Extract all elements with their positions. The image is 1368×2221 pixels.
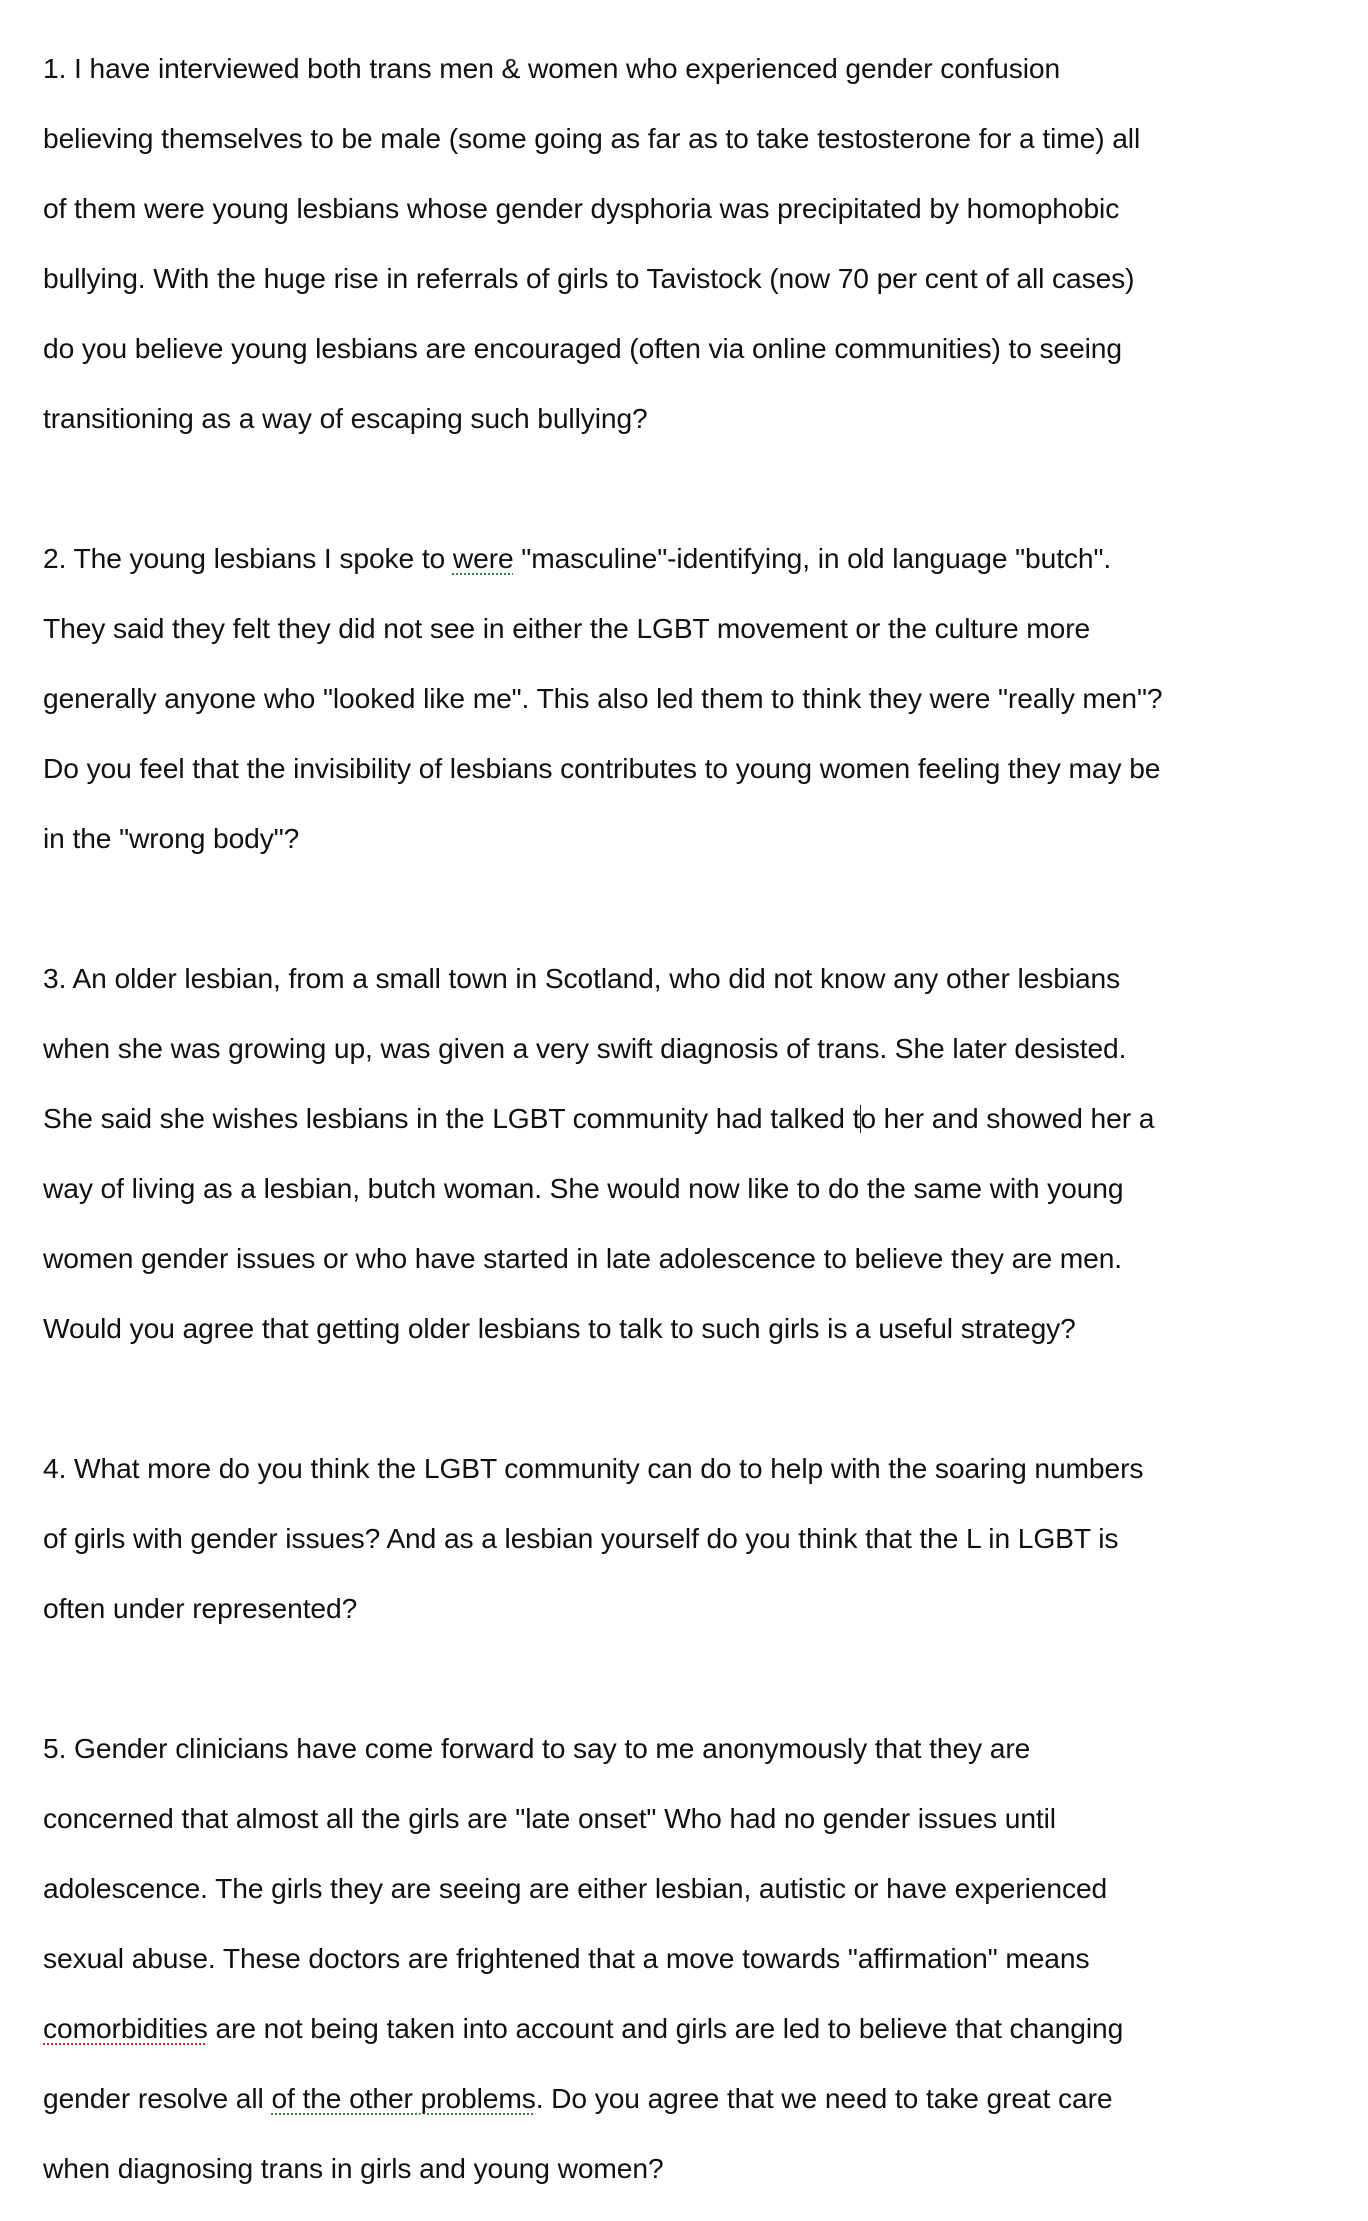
text-segment: 2. The young lesbians I spoke to — [43, 542, 453, 574]
text-line: of them were young lesbians whose gender dysphoria was precipitated by homophobic — [43, 192, 1120, 224]
text-line: 1. I have interviewed both trans men & women who experienced gender confusion — [43, 52, 1061, 84]
spelling-flagged-word[interactable]: comorbidities — [43, 2012, 208, 2044]
text-line: in the "wrong body"? — [43, 822, 300, 854]
question-1 — [43, 16, 1343, 471]
text-line: women gender issues or who have started in late adolescence to believe they are men. — [43, 1242, 1123, 1274]
question-5 — [43, 1696, 1343, 2221]
text-line: do you believe young lesbians are encouraged (often via online communities) to seeing — [43, 332, 1122, 364]
text-line: when she was growing up, was given a very swift diagnosis of trans. She later desisted. — [43, 1032, 1127, 1064]
text-segment: o her and showed her a — [860, 1102, 1155, 1134]
grammar-flagged-word[interactable]: were — [452, 542, 514, 574]
text-line — [43, 2011, 1343, 2046]
text-line: adolescence. The girls they are seeing are either lesbian, autistic or have experienced — [43, 1872, 1108, 1904]
text-line: believing themselves to be male (some going as far as to take testosterone for a time) all — [43, 122, 1141, 154]
document-body[interactable] — [43, 16, 1343, 2221]
grammar-flagged-phrase[interactable]: of the other problems — [271, 2082, 536, 2114]
text-segment: are not being taken into account and girls are led to believe that changing — [207, 2012, 1124, 2044]
text-line: often under represented? — [43, 1592, 358, 1624]
text-line: 3. An older lesbian, from a small town in Scotland, who did not know any other lesbians — [43, 962, 1121, 994]
text-segment: . Do you agree that we need to take great care — [535, 2082, 1113, 2114]
text-segment: She said she wishes lesbians in the LGBT community had talked t — [43, 1102, 861, 1134]
text-line: transitioning as a way of escaping such bullying? — [43, 402, 648, 434]
text-line: concerned that almost all the girls are "late onset" Who had no gender issues until — [43, 1802, 1056, 1834]
text-line — [43, 541, 1343, 576]
text-line: They said they felt they did not see in either the LGBT movement or the culture more — [43, 612, 1091, 644]
text-line: of girls with gender issues? And as a lesbian yourself do you think that the L in LGBT is — [43, 1522, 1119, 1554]
question-3 — [43, 926, 1343, 1381]
text-line: Would you agree that getting older lesbians to talk to such girls is a useful strategy? — [43, 1312, 1076, 1344]
text-line: Do you feel that the invisibility of lesbians contributes to young women feeling they may be — [43, 752, 1161, 784]
text-line: sexual abuse. These doctors are frightened that a move towards "affirmation" means — [43, 1942, 1090, 1974]
text-line: generally anyone who "looked like me". This also led them to think they were "really men"? — [43, 682, 1163, 714]
text-line: when diagnosing trans in girls and young women? — [43, 2152, 664, 2184]
text-line — [43, 2081, 1343, 2116]
question-2 — [43, 506, 1343, 891]
text-line: 4. What more do you think the LGBT community can do to help with the soaring numbers — [43, 1452, 1144, 1484]
text-segment: "masculine"-identifying, in old language "butch". — [513, 542, 1112, 574]
question-4 — [43, 1416, 1343, 1661]
text-segment: gender resolve all — [43, 2082, 272, 2114]
text-line — [43, 1101, 1343, 1136]
text-line: way of living as a lesbian, butch woman. She would now like to do the same with young — [43, 1172, 1124, 1204]
text-line: 5. Gender clinicians have come forward to say to me anonymously that they are — [43, 1732, 1031, 1764]
text-line: bullying. With the huge rise in referrals of girls to Tavistock (now 70 per cent of all cases) — [43, 262, 1135, 294]
